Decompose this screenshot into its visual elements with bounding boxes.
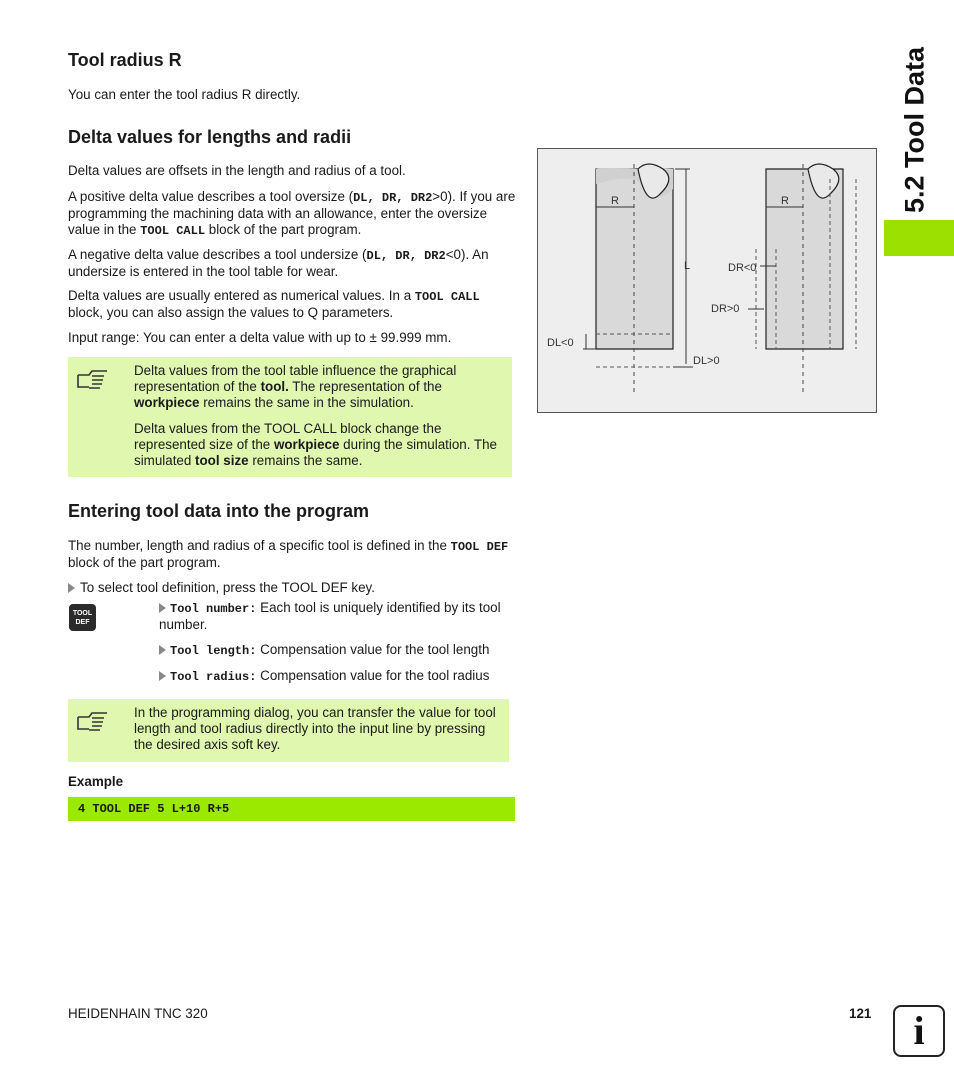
delta-p4: Delta values are usually entered as numerical values. In a TOOL CALL block, you can also assign the values to Q parameters.	[68, 288, 480, 320]
list-item-tool-number: Tool number: Each tool is uniquely identified by its tool number.	[159, 600, 501, 632]
pointing-hand-icon	[76, 367, 110, 391]
info-icon	[893, 1005, 945, 1057]
heading-tool-radius: Tool radius R	[68, 50, 182, 70]
note1-paragraph-b: Delta values from the TOOL CALL block change the represented size of the workpiece during the simulation. The simulated tool size remains the same.	[134, 421, 498, 468]
label-r-left: R	[611, 195, 619, 207]
label-dr-pos: DR>0	[711, 303, 740, 315]
page-number: 121	[849, 1006, 872, 1021]
step-arrow-icon	[159, 671, 166, 681]
list-item-tool-length: Tool length: Compensation value for the tool length	[159, 642, 519, 659]
chapter-side-tab	[884, 220, 954, 256]
step-arrow-icon	[68, 583, 75, 593]
tool-def-key[interactable]: TOOL DEF	[69, 604, 96, 631]
label-r-right: R	[781, 195, 789, 207]
label-l: L	[684, 260, 691, 272]
heading-entering-tool-data: Entering tool data into the program	[68, 501, 369, 521]
delta-p1: Delta values are offsets in the length and radius of a tool.	[68, 163, 406, 178]
step-arrow-icon	[159, 645, 166, 655]
delta-p5: Input range: You can enter a delta value with up to ± 99.999 mm.	[68, 330, 452, 345]
heading-delta-values: Delta values for lengths and radii	[68, 127, 352, 147]
list-item-tool-radius: Tool radius: Compensation value for the tool radius	[159, 668, 519, 685]
label-dl-neg: DL<0	[547, 337, 574, 349]
step-arrow-icon	[159, 603, 166, 613]
info-icon-glyph: i	[913, 1008, 925, 1053]
chapter-title-text: 5.2 Tool Data	[899, 46, 930, 214]
pointing-hand-icon	[76, 709, 110, 733]
entering-p1: The number, length and radius of a specific tool is defined in the TOOL DEF block of the part program.	[68, 538, 509, 570]
example-code: 4 TOOL DEF 5 L+10 R+5	[78, 802, 230, 816]
label-dl-pos: DL>0	[693, 355, 720, 367]
delta-p3: A negative delta value describes a tool undersize (DL, DR, DR2<0). An undersize is entered in the tool table for wear.	[68, 247, 489, 279]
note-delta-simulation	[68, 357, 512, 477]
note1-paragraph-a: Delta values from the tool table influence the graphical representation of the tool. The representation of the workpiece remains the same in the simulation.	[134, 363, 457, 410]
note-programming-dialog	[68, 699, 509, 762]
note2-text: In the programming dialog, you can transfer the value for tool length and tool radius directly into the input line by pressing the desired axis soft key.	[134, 705, 496, 752]
footer-manual-title: HEIDENHAIN TNC 320	[68, 1006, 208, 1021]
entering-step: To select tool definition, press the TOOL DEF key.	[68, 580, 375, 596]
example-code-block	[68, 797, 515, 821]
delta-p2: A positive delta value describes a tool oversize (DL, DR, DR2>0). If you are programming the machining data with an allowance, enter the oversize value in the TOOL CALL block of the part program.	[68, 189, 516, 238]
chapter-side-title	[884, 40, 946, 220]
tool-delta-figure	[537, 148, 877, 413]
label-dr-neg: DR<0	[728, 262, 757, 274]
example-heading: Example	[68, 774, 124, 789]
tool-radius-text: You can enter the tool radius R directly.	[68, 87, 301, 102]
